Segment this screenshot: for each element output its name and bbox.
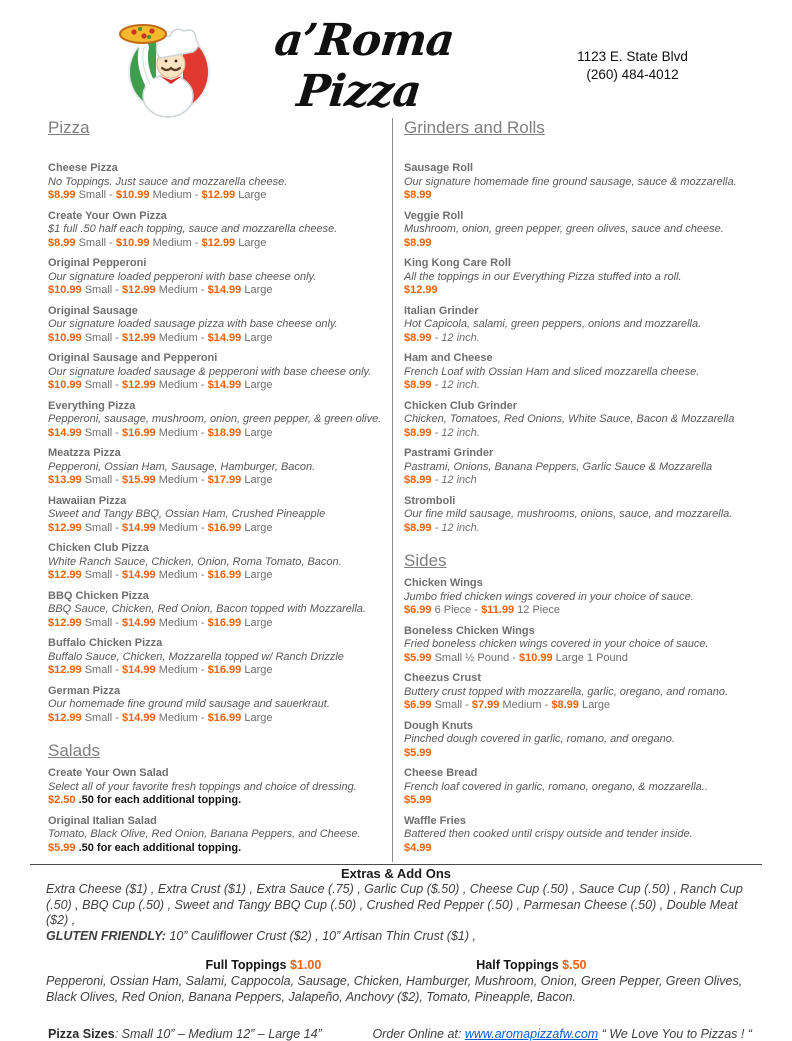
menu-item — [404, 352, 746, 393]
price-label: Small - — [81, 711, 122, 724]
menu-item — [48, 162, 384, 203]
price-label: Small - — [75, 236, 116, 249]
price-label: Large — [241, 426, 273, 439]
menu-column-right — [392, 118, 746, 862]
extras-list — [46, 882, 746, 944]
item-desc: French loaf covered in garlic, romano, oregano, & mozzarella.. — [404, 780, 708, 793]
item-name: German Pizza — [48, 684, 121, 697]
item-price — [48, 794, 384, 808]
item-name: Meatzza Pizza — [48, 447, 121, 459]
full-toppings-label: Full Toppings — [205, 958, 290, 972]
price-value: $15.99 — [122, 474, 156, 486]
price-value: $6.99 — [404, 604, 432, 616]
menu-item — [48, 542, 384, 583]
price-label: Medium - — [155, 426, 208, 439]
item-price — [404, 604, 746, 618]
price-value: $12.99 — [122, 331, 156, 344]
price-value: $18.99 — [207, 426, 242, 439]
price-label: Large — [241, 521, 273, 534]
price-value: $16.99 — [207, 569, 242, 581]
item-price — [48, 474, 384, 488]
menu-item — [404, 767, 746, 808]
price-label: Medium - — [155, 569, 208, 581]
toppings-list: Pepperoni, Ossian Ham, Salami, Cappocola, Sausage, Chicken, Hamburger, Mushroom, Onion, Green Pepper, Green Olives, Black Olives, Red Onion, Banana Peppers, Jalapeño, Anchovy ($2), Tomato, Pineapple, Bacon. — [46, 974, 743, 1004]
price-value: $12.99 — [404, 284, 438, 296]
item-desc: Jumbo fried chicken wings covered in your choice of sauce. — [404, 590, 694, 603]
item-name: Dough Knuts — [404, 719, 474, 732]
price-value: $12.99 — [201, 236, 236, 249]
price-value: $17.99 — [207, 474, 242, 486]
item-name: Original Sausage and Pepperoni — [48, 352, 218, 364]
menu-item — [48, 257, 384, 298]
price-value: $12.99 — [48, 616, 82, 629]
item-desc: Hot Capicola, salami, green peppers, onions and mozzarella. — [404, 318, 702, 330]
half-toppings-price: $.50 — [562, 958, 587, 972]
menu-item — [48, 637, 384, 678]
price-value: $10.99 — [115, 189, 150, 201]
price-label: Small - — [81, 379, 122, 391]
price-value: $8.99 — [404, 426, 432, 439]
price-label: Small - — [81, 331, 122, 344]
menu-columns — [0, 118, 792, 862]
menu-item — [48, 590, 384, 631]
item-desc: Select all of your favorite fresh toppings and choice of dressing. — [48, 780, 357, 793]
menu-item — [404, 625, 746, 666]
price-label: Medium - — [149, 189, 202, 201]
item-name: Stromboli — [404, 494, 456, 507]
price-label: Small - — [81, 521, 122, 534]
item-desc: Buttery crust topped with mozzarella, garlic, oregano, and romano. — [404, 685, 729, 698]
menu-item — [404, 815, 746, 856]
store-address — [525, 48, 740, 84]
price-value: $5.99 — [48, 841, 76, 854]
price-label: Medium - — [155, 664, 208, 676]
item-price — [48, 712, 384, 726]
section-heading: Pizza — [48, 118, 90, 137]
price-label: - 12 inch. — [431, 379, 480, 391]
menu-item — [48, 305, 384, 346]
item-desc: All the toppings in our Everything Pizza stuffed into a roll. — [404, 270, 682, 283]
item-desc: Battered then cooked until crispy outside and tender inside. — [404, 828, 693, 840]
pizza-sizes-value: : Small 10” – Medium 12” – Large 14” — [114, 1027, 322, 1041]
item-desc: Pastrami, Onions, Banana Peppers, Garlic Sauce & Mozzarella — [404, 460, 713, 473]
item-name: BBQ Chicken Pizza — [48, 589, 149, 602]
order-online-link[interactable]: www.aromapizzafw.com — [464, 1027, 599, 1041]
price-label: - 12 inch. — [431, 521, 480, 534]
item-price — [404, 842, 746, 856]
menu-section — [404, 551, 746, 855]
item-name: Pastrami Grinder — [404, 447, 494, 459]
price-label: Large — [241, 664, 273, 676]
price-label: Large — [241, 711, 273, 724]
item-desc: Our signature loaded sausage & pepperoni with base cheese only. — [48, 365, 372, 378]
item-name: Chicken Club Grinder — [404, 399, 518, 412]
price-value: $14.99 — [122, 664, 156, 676]
price-label: 6 Piece - — [431, 604, 482, 616]
item-desc: BBQ Sauce, Chicken, Red Onion, Bacon topped with Mozzarella. — [48, 603, 366, 615]
price-value: $8.99 — [404, 189, 432, 201]
price-value: $12.99 — [201, 189, 236, 201]
item-price — [404, 699, 746, 713]
price-value: $6.99 — [404, 699, 432, 711]
price-label: - 12 inch — [431, 474, 477, 486]
item-desc: Pinched dough covered in garlic, romano, and oregano. — [404, 733, 675, 745]
price-label: Medium - — [155, 284, 208, 296]
item-desc: Buffalo Sauce, Chicken, Mozzarella topped w/ Ranch Drizzle — [48, 650, 344, 663]
price-value: $5.99 — [404, 794, 432, 806]
menu-section — [48, 741, 384, 855]
price-value: $8.99 — [404, 474, 432, 486]
full-toppings — [206, 958, 322, 972]
menu-item — [404, 720, 746, 761]
item-name: Cheese Pizza — [48, 162, 118, 174]
price-label: Small ½ Pound - — [431, 651, 519, 664]
price-label: Medium - — [155, 711, 208, 724]
price-label: .50 for each additional topping. — [75, 841, 242, 854]
item-desc: Our signature loaded sausage pizza with base cheese only. — [48, 318, 338, 330]
item-desc: Mushroom, onion, green pepper, green olives, sauce and cheese. — [404, 223, 724, 235]
item-price — [48, 189, 384, 203]
price-value: $10.99 — [48, 331, 82, 344]
menu-item — [404, 672, 746, 713]
item-name: Italian Grinder — [404, 304, 479, 317]
price-value: $14.99 — [122, 521, 156, 534]
section-heading: Salads — [48, 741, 100, 760]
item-name: Original Pepperoni — [48, 257, 147, 269]
price-value: $16.99 — [207, 664, 242, 676]
price-value: $7.99 — [471, 699, 500, 711]
item-name: Original Italian Salad — [48, 814, 157, 827]
item-name: Waffle Fries — [404, 814, 466, 827]
item-desc: French Loaf with Ossian Ham and sliced mozzarella cheese. — [404, 365, 700, 378]
price-label: Small - — [81, 569, 122, 581]
item-desc: Our fine mild sausage, mushrooms, onions, sauce, and mozzarella. — [404, 508, 733, 520]
price-label: Small - — [75, 189, 116, 201]
price-label: Large — [241, 569, 273, 581]
item-desc: Tomato, Black Olive, Red Onion, Banana Peppers, and Cheese. — [48, 828, 361, 840]
full-toppings-price: $1.00 — [289, 958, 322, 972]
item-price — [48, 569, 384, 583]
item-price — [48, 379, 384, 393]
price-value: $10.99 — [48, 379, 82, 391]
price-value: $14.99 — [122, 616, 156, 629]
half-toppings-label: Half Toppings — [476, 958, 563, 972]
item-name: King Kong Care Roll — [404, 257, 511, 269]
price-label: .50 for each additional topping. — [75, 794, 242, 806]
price-value: $12.99 — [48, 711, 82, 724]
menu-item — [48, 400, 384, 441]
menu-item — [404, 305, 746, 346]
order-online-label: Order Online at: — [372, 1027, 465, 1041]
price-value: $14.99 — [207, 284, 242, 296]
item-price — [48, 427, 384, 441]
phone-number: (260) 484-4012 — [586, 67, 679, 82]
half-toppings — [476, 958, 586, 972]
price-value: $12.99 — [48, 521, 82, 534]
price-value: $11.99 — [481, 604, 515, 616]
price-value: $5.99 — [404, 746, 432, 759]
item-price — [48, 522, 384, 536]
extras-body: Extra Cheese ($1) , Extra Crust ($1) , Extra Sauce (.75) , Garlic Cup ($.50) , Cheese Cup (.50) , Sauce Cup (.50) , Ranch Cup (.50) , BBQ Cup (.50) , Sweet and Tangy BBQ Cup (.50) , Crushed Red Pepper (.50) , Parmesan Cheese (.50) , Double Meat ($2) , — [46, 882, 743, 927]
price-value: $8.99 — [404, 379, 432, 391]
price-label: Large — [241, 284, 273, 296]
item-desc: $1 full .50 half each topping, sauce and mozzarella cheese. — [48, 223, 338, 235]
item-desc: Pepperoni, Ossian Ham, Sausage, Hamburger, Bacon. — [48, 460, 316, 473]
price-label: Small - — [431, 699, 472, 711]
item-price — [404, 794, 746, 808]
toppings-pricing — [0, 958, 792, 972]
menu-item — [48, 447, 384, 488]
item-name: Create Your Own Salad — [48, 767, 169, 779]
price-label: Medium - — [499, 699, 552, 711]
price-label: Medium - — [155, 474, 208, 486]
price-value: $10.99 — [48, 284, 82, 296]
item-desc: Chicken, Tomatoes, Red Onions, White Sauce, Bacon & Mozzarella — [404, 413, 735, 425]
item-desc: Pepperoni, sausage, mushroom, onion, green pepper, & green olive. — [48, 413, 382, 425]
price-label: 12 Piece — [514, 604, 560, 616]
menu-item — [48, 685, 384, 726]
item-name: Buffalo Chicken Pizza — [48, 637, 163, 649]
price-label: Medium - — [155, 521, 208, 534]
item-desc: No Toppings. Just sauce and mozzarella cheese. — [48, 175, 288, 188]
item-name: Veggie Roll — [404, 209, 464, 222]
price-value: $8.99 — [404, 236, 432, 249]
menu-section — [48, 118, 384, 725]
price-label: Small - — [81, 616, 122, 629]
section-heading: Sides — [404, 551, 447, 570]
price-label: Large — [241, 616, 273, 629]
price-value: $14.99 — [207, 331, 242, 344]
gluten-friendly-label: GLUTEN FRIENDLY: — [46, 928, 166, 943]
menu-item — [404, 162, 746, 203]
item-name: Cheezus Crust — [404, 672, 482, 684]
gluten-friendly-body: 10” Cauliflower Crust ($2) , 10” Artisan Thin Crust ($1) , — [165, 928, 476, 943]
section-heading: Grinders and Rolls — [404, 118, 545, 137]
price-label: Large — [235, 189, 267, 201]
menu-item — [404, 210, 746, 251]
price-value: $8.99 — [404, 521, 432, 534]
price-value: $8.99 — [48, 236, 76, 249]
price-value: $14.99 — [48, 426, 82, 439]
menu-item — [404, 495, 746, 536]
price-label: Medium - — [155, 379, 208, 391]
tagline: “ We Love You to Pizzas ! “ — [598, 1027, 752, 1041]
price-value: $16.99 — [122, 426, 156, 439]
item-desc: Our signature loaded pepperoni with base cheese only. — [48, 270, 317, 283]
item-price — [404, 189, 746, 203]
price-label: Medium - — [155, 331, 208, 344]
item-price — [404, 284, 746, 298]
price-value: $4.99 — [404, 841, 432, 854]
menu-item — [48, 352, 384, 393]
page-header — [0, 0, 792, 118]
price-label: Medium - — [149, 236, 202, 249]
item-desc: Our signature homemade fine ground sausage, sauce & mozzarella. — [404, 175, 737, 188]
item-price — [48, 842, 384, 856]
item-price — [404, 332, 746, 346]
extras-title: Extras & Add Ons — [340, 866, 452, 881]
price-value: $14.99 — [122, 711, 156, 724]
menu-section — [404, 118, 746, 535]
item-name: Sausage Roll — [404, 162, 474, 174]
item-price — [404, 379, 746, 393]
item-price — [404, 427, 746, 441]
price-value: $16.99 — [207, 521, 242, 534]
item-price — [404, 652, 746, 666]
menu-item — [48, 815, 384, 856]
item-name: Create Your Own Pizza — [48, 209, 167, 222]
price-value: $13.99 — [48, 474, 82, 486]
price-label: - 12 inch. — [431, 426, 480, 439]
price-value: $10.99 — [518, 651, 553, 664]
price-label: Small - — [81, 284, 122, 296]
menu-item — [48, 210, 384, 251]
section-divider — [30, 864, 762, 865]
order-online — [372, 1027, 752, 1041]
page-footer — [48, 1027, 752, 1041]
price-label: Small - — [81, 426, 122, 439]
item-price — [404, 747, 746, 761]
aroma-pizza-logo — [110, 14, 228, 118]
item-price — [404, 474, 746, 488]
price-value: $12.99 — [48, 664, 82, 676]
price-value: $12.99 — [122, 284, 156, 296]
menu-item — [404, 577, 746, 618]
brand-title: a’Roma Pizza — [272, 15, 457, 117]
item-price — [404, 237, 746, 251]
item-name: Boneless Chicken Wings — [404, 624, 535, 637]
price-label: - 12 inch. — [431, 331, 480, 344]
price-label: Small - — [81, 664, 122, 676]
pizza-sizes-label: Pizza Sizes — [48, 1027, 115, 1041]
chef-holding-pizza-icon — [110, 14, 228, 118]
item-desc: Sweet and Tangy BBQ, Ossian Ham, Crushed Pineapple — [48, 508, 326, 520]
price-value: $16.99 — [207, 616, 242, 629]
price-label: Large — [241, 331, 273, 344]
price-value: $14.99 — [207, 379, 242, 391]
price-value: $12.99 — [48, 569, 82, 581]
price-value: $2.50 — [48, 794, 76, 806]
pizza-sizes — [48, 1027, 322, 1041]
price-label: Large — [578, 699, 611, 711]
price-label: Large 1 Pound — [552, 651, 628, 664]
item-name: Everything Pizza — [48, 399, 136, 412]
price-value: $10.99 — [115, 236, 150, 249]
item-price — [48, 237, 384, 251]
item-desc: Fried boneless chicken wings covered in your choice of sauce. — [404, 638, 709, 650]
price-value: $8.99 — [551, 699, 579, 711]
item-price — [48, 664, 384, 678]
price-value: $14.99 — [122, 569, 156, 581]
menu-item — [48, 495, 384, 536]
item-name: Cheese Bread — [404, 767, 478, 779]
menu-item — [404, 447, 746, 488]
price-value: $16.99 — [207, 711, 242, 724]
price-label: Large — [235, 236, 267, 249]
price-label: Large — [241, 379, 273, 391]
item-price — [48, 332, 384, 346]
price-label: Small - — [81, 474, 122, 486]
item-desc: White Ranch Sauce, Chicken, Onion, Roma Tomato, Bacon. — [48, 555, 342, 568]
item-price — [48, 617, 384, 631]
menu-column-left — [48, 118, 392, 862]
price-value: $5.99 — [404, 651, 432, 664]
item-name: Chicken Wings — [404, 577, 483, 589]
price-value: $12.99 — [122, 379, 156, 391]
price-value: $8.99 — [48, 189, 76, 201]
menu-item — [48, 767, 384, 808]
price-value: $8.99 — [404, 331, 432, 344]
item-name: Original Sausage — [48, 304, 138, 317]
price-label: Large — [241, 474, 273, 486]
menu-item — [404, 257, 746, 298]
item-price — [48, 284, 384, 298]
item-name: Hawaiian Pizza — [48, 494, 127, 507]
item-name: Ham and Cheese — [404, 352, 493, 364]
address-line: 1123 E. State Blvd — [577, 49, 688, 64]
item-name: Chicken Club Pizza — [48, 542, 149, 554]
item-price — [404, 522, 746, 536]
menu-item — [404, 400, 746, 441]
price-label: Medium - — [155, 616, 208, 629]
item-desc: Our homemade fine ground mild sausage and sauerkraut. — [48, 698, 330, 710]
